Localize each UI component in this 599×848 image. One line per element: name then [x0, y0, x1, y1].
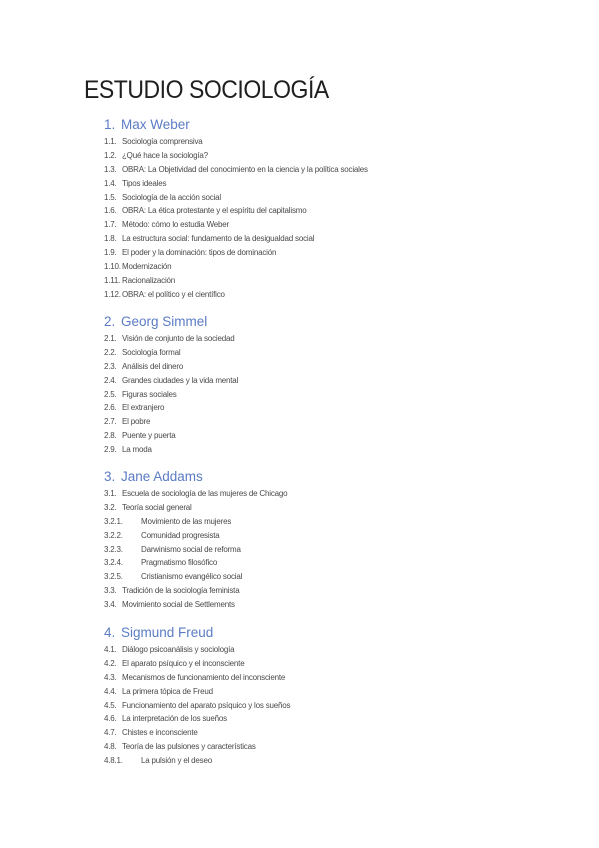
outline-item [104, 390, 544, 404]
item-number: 3.2.4. [104, 558, 123, 568]
section-number: 3. [104, 469, 116, 484]
item-label: Tradición de la sociología feminista [122, 586, 240, 596]
item-number: 1.10. [104, 262, 121, 272]
outline-item [104, 151, 544, 165]
item-number: 1.8. [104, 234, 117, 244]
item-label: El aparato psíquico y el inconsciente [122, 658, 245, 668]
item-number: 2.5. [104, 389, 117, 399]
item-number: 4.2. [104, 658, 117, 668]
item-label: Teoría de las pulsiones y características [122, 742, 256, 752]
section-heading [104, 469, 544, 489]
item-number: 3.2.1. [104, 516, 123, 526]
section-heading [104, 117, 544, 137]
item-label: La interpretación de los sueños [122, 714, 227, 724]
item-label: ¿Qué hace la sociología? [122, 150, 208, 160]
outline-item [104, 645, 544, 659]
outline-item [104, 600, 544, 614]
section-heading [104, 625, 544, 645]
item-label: OBRA: La Objetividad del conocimiento en la ciencia y la política sociales [122, 164, 368, 174]
item-number: 1.4. [104, 178, 117, 188]
outline-item [104, 673, 544, 687]
item-label: El pobre [122, 417, 151, 427]
item-number: 1.7. [104, 220, 117, 230]
item-number: 2.8. [104, 431, 117, 441]
item-number: 3.2.2. [104, 530, 123, 540]
item-number: 1.1. [104, 137, 117, 146]
outline-item [104, 742, 544, 756]
outline-subitem [104, 756, 544, 770]
item-label: Método: cómo lo estudia Weber [122, 220, 230, 230]
item-label: Escuela de sociología de las mujeres de Chicago [122, 489, 288, 498]
outline-item [104, 376, 544, 390]
section-georg-simmel [104, 314, 544, 459]
outline-item [104, 417, 544, 431]
item-number: 4.8.1. [104, 756, 123, 766]
item-number: 4.4. [104, 686, 117, 696]
item-label: El extranjero [122, 403, 165, 413]
outline-item [104, 262, 544, 276]
item-label: Pragmatismo filosófico [141, 558, 218, 568]
document-title: ESTUDIO SOCIOLOGÍA [84, 76, 329, 104]
section-jane-addams [104, 469, 544, 614]
item-number: 3.2.3. [104, 544, 123, 554]
item-number: 4.5. [104, 700, 117, 710]
outline-item [104, 586, 544, 600]
item-label: Mecanismos de funcionamiento del inconsciente [122, 672, 286, 682]
section-max-weber [104, 117, 544, 304]
item-number: 4.8. [104, 742, 117, 752]
section-title: Max Weber [121, 117, 190, 132]
outline-item [104, 234, 544, 248]
item-label: OBRA: La ética protestante y el espíritu del capitalismo [122, 206, 307, 216]
item-label: Movimiento de las mujeres [141, 516, 232, 526]
item-label: Visión de conjunto de la sociedad [122, 334, 235, 343]
item-label: Sociología formal [122, 347, 181, 357]
outline-subitem [104, 531, 544, 545]
section-title: Jane Addams [121, 469, 203, 484]
item-number: 4.6. [104, 714, 117, 724]
item-label: Cristianismo evangélico social [141, 572, 243, 582]
item-label: La pulsión y el deseo [141, 756, 212, 766]
item-label: Racionalización [122, 275, 176, 285]
item-label: Análisis del dinero [122, 361, 184, 371]
item-label: Darwinismo social de reforma [141, 544, 241, 554]
outline-item [104, 179, 544, 193]
item-label: Chistes e inconsciente [122, 728, 198, 738]
item-number: 3.3. [104, 586, 117, 596]
outline-item [104, 728, 544, 742]
section-number: 2. [104, 314, 116, 329]
item-label: Teoría social general [122, 502, 192, 512]
item-number: 2.9. [104, 445, 117, 455]
section-title: Sigmund Freud [121, 625, 214, 640]
outline-item [104, 137, 544, 151]
section-number: 4. [104, 625, 116, 640]
outline-subitem [104, 517, 544, 531]
item-number: 2.6. [104, 403, 117, 413]
outline-item [104, 334, 544, 348]
outline-item [104, 687, 544, 701]
outline-item [104, 290, 544, 304]
item-label: Diálogo psicoanálisis y sociología [122, 645, 235, 654]
outline-item [104, 714, 544, 728]
item-number: 2.4. [104, 375, 117, 385]
item-label: OBRA: el político y el científico [122, 289, 225, 299]
item-label: La moda [122, 445, 152, 455]
item-number: 3.2. [104, 502, 117, 512]
item-number: 1.6. [104, 206, 117, 216]
item-number: 2.1. [104, 334, 117, 343]
section-number: 1. [104, 117, 116, 132]
item-label: Grandes ciudades y la vida mental [122, 375, 239, 385]
item-number: 1.11. [104, 275, 121, 285]
outline-item [104, 193, 544, 207]
item-number: 2.2. [104, 347, 117, 357]
item-label: Funcionamiento del aparato psíquico y los sueños [122, 700, 291, 710]
section-sigmund-freud [104, 625, 544, 770]
outline-subitem [104, 558, 544, 572]
outline-item [104, 403, 544, 417]
outline-item [104, 220, 544, 234]
item-number: 3.2.5. [104, 572, 123, 582]
outline-item [104, 362, 544, 376]
outline-item [104, 431, 544, 445]
outline-item [104, 445, 544, 459]
item-label: La estructura social: fundamento de la desigualdad social [122, 234, 315, 244]
outline-item [104, 489, 544, 503]
outline-subitem [104, 545, 544, 559]
item-label: Puente y puerta [122, 431, 176, 441]
item-label: Modernización [122, 262, 172, 272]
outline-item [104, 348, 544, 362]
outline-item [104, 165, 544, 179]
outline-item [104, 276, 544, 290]
item-label: Tipos ideales [122, 178, 167, 188]
outline-item [104, 503, 544, 517]
outline-item [104, 659, 544, 673]
item-label: Figuras sociales [122, 389, 177, 399]
item-label: El poder y la dominación: tipos de dominación [122, 248, 277, 258]
section-title: Georg Simmel [121, 314, 208, 329]
outline-subitem [104, 572, 544, 586]
item-number: 1.3. [104, 164, 117, 174]
item-label: Movimiento social de Settlements [122, 600, 235, 610]
item-number: 2.3. [104, 361, 117, 371]
item-number: 4.7. [104, 728, 117, 738]
section-heading [104, 314, 544, 334]
item-label: Comunidad progresista [141, 530, 220, 540]
item-number: 2.7. [104, 417, 117, 427]
item-label: Sociología de la acción social [122, 192, 221, 202]
item-number: 4.1. [104, 645, 117, 654]
outline-item [104, 206, 544, 220]
item-number: 4.3. [104, 672, 117, 682]
item-number: 3.1. [104, 489, 117, 498]
item-number: 1.2. [104, 150, 117, 160]
item-number: 3.4. [104, 600, 117, 610]
item-label: La primera tópica de Freud [122, 686, 213, 696]
outline-item [104, 248, 544, 262]
item-number: 1.9. [104, 248, 117, 258]
item-label: Sociología comprensiva [122, 137, 203, 146]
item-number: 1.12. [104, 289, 121, 299]
item-number: 1.5. [104, 192, 117, 202]
outline-item [104, 701, 544, 715]
